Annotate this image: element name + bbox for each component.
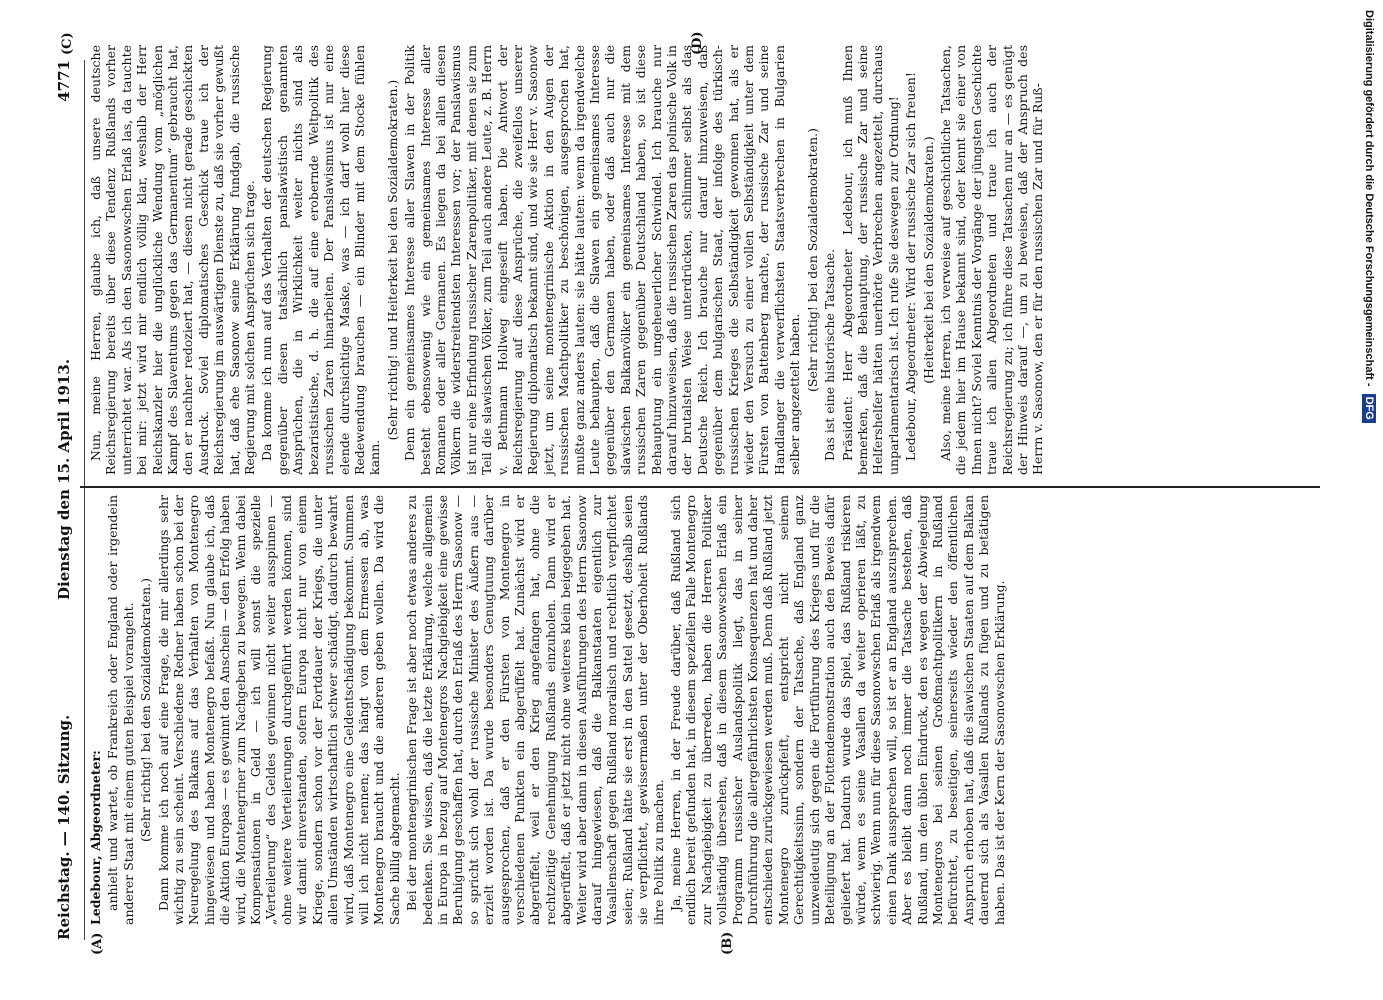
column-divider [80,486,1320,488]
interjection: (Sehr richtig! bei den Sozialdemokraten.) [804,128,820,392]
paragraph: Dann komme ich noch auf eine Frage, die mir allerdings sehr wichtig zu sein scheint. Verschiedene Redner haben schon bei der Neuregelung des Balkans auf das Verhalten von Montenegro hingewiesen und haben Montenegro befaßt. Nun glaube ich, daß die Aktion Europas — es gewinnt den Anschein — den Erfolg haben wird, die Montenegriner zum Nachgeben zu bewegen. Wenn dabei Kompensationen in Geld — ich will sonst die spezielle „Verteilerung“ des Geldes gewinnen nicht weiter ausspinnen — ohne weitere Verteilerungen durchgeführt werden können, sind wir damit einverstanden, sofern Europa nicht nur von einem Kriege, sondern schon vor der Fortdauer der Kriegs, die unter allen Umständen wirtschaftlich schwer schädigt, dadurch bewahrt wird, daß Montenegro eine Geldentschädigung bekommt. Summen will ich nicht nennen; das hängt von dem Ermessen ab, was Montenegro braucht und die anderen geben wollen. Da wird die Sache billig abgemacht. [155,495,402,925]
margin-marker-b: (B) [720,931,735,955]
margin-marker-d: (D) [690,31,705,55]
paragraph: Bei der montenegrinischen Frage ist aber noch etwas anderes zu bedenken. Sie wissen, daß die letzte Erklärung, welche allgemein in Europa in bezug auf Montenegros Nachgiebigkeit eine gewisse Beruhigung geschaffen hat, durch den Erlaß des Herrn Sasonow — so spricht sich wohl der russische Minister des Äußern aus — erzielt worden ist. Da wurde besonders Genugtuung darüber ausgesprochen, daß er den Fürsten von Montenegro in verschiedenen Punkten ein abgerüffelt hat. Zunächst wird er abgerüffelt, weil er den Krieg angefangen hat, ohne die rechtzeitige Genehmigung Rußlands einzuholen. Dann wird er abgerüffelt, daß er jetzt nicht ohne weiteres klein beigegeben hat. Weiter wird aber dann in diesen Ausführungen des Herrn Sasonow darauf hingewiesen, daß die Balkanstaaten eigentlich zur Vasallenschaft gegen Rußland moralisch und rechtlich verpflichtet seien; Rußland hätte sie erst in den Sattel gesetzt, deshalb seien sie verpflichtet, gewissermaßen unter der Oberhoheit Rußlands ihre Politik zu machen. [404,495,666,925]
margin-marker-a: (A) [90,932,105,955]
interjection: (Heiterkeit bei den Sozialdemokraten.) [920,136,936,384]
paragraph: Das ist eine historische Tatsache. [822,248,838,461]
interjection: (Sehr richtig! und Heiterkeit bei den Sozialdemokraten.) [384,79,400,441]
header-date: Dienstag den 15. April 1913. [55,358,73,600]
paragraph: Ledebour, Abgeordneter: Wird der russische Zar sich freuen! [903,72,919,461]
header-rule [84,60,85,940]
page-header [55,60,79,940]
paragraph: Nun, meine Herren, glaube ich, daß unsere deutsche Reichsregierung bereits über diese Tendenz Rußlands vorher unterrichtet war. Als ich den Sasonowschen Erlaß las, da tauchte bei mir: jetzt wird mir endlich völlig klar, weshalb der Herr Reichskanzler hier die unglückliche Wendung vom „möglichen Kampf des Slaventums gegen das Germanentum“ gebraucht hat, den er nachher redoziert hat, — diesen nicht gerade geschickten Ausdruck. Soviel diplomatisches Geschick traue ich der Reichsregierung im auswärtigen Dienste zu, daß sie vorher gewußt hat, daß ehe Sasonow seine Erklärung fundgab, die russische Regierung mit solchen Ansprüchen sich trage. [88,45,258,475]
dfg-logo: DFG [1362,394,1376,423]
digitization-sidebar [1353,10,1381,990]
digitization-credit: Digitalisierung gefördert durch die Deutsche Forschungsgemeinschaft - [1363,10,1375,387]
header-left: Reichstag. — 140. Sitzung. [55,714,73,940]
right-column [88,45,1048,475]
interjection: (Sehr richtig! bei den Sozialdemokraten.) [138,578,154,842]
margin-marker-c: (C) [60,32,75,55]
speaker-label: Ledebour, Abgeordneter: [88,750,103,925]
paragraph: Ja, meine Herren, in der Freude darüber, daß Rußland sich endlich bereit gefunden hat, in diesem speziellen Falle Montenegro zur Nachgiebigkeit zu überreden, haben die Herren Politiker vollständig übersehen, daß in diesem Sasonowschen Erlaß ein Programm russischer Auslandspolitik liegt, das in seiner Durchführung die allergefährlichsten Konsequenzen hat und daher entschieden zurückgewiesen werden muß. Denn daß Rußland jetzt Montenegro zurückpfeift, entspricht nicht seinem Gerechtigkeitssinn, sondern der Tatsache, daß England ganz unzweideutig sich gegen die Fortführung des Krieges und für die Beteiligung an der Flottendemonstration auch den Beweis dafür geliefert hat. Dadurch wurde das Spiel, das Rußland riskieren würde, wenn es seine Vasallen da weiter operieren läßt, zu schwierig. Wenn nun für diese Sasonowschen Erlaß als irgendwem einen Dank aussprechen will, so ist er an England auszusprechen. Aber es bleibt dann noch immer die Tatsache bestehen, daß Rußland, um den üblen Eindruck, den es wegen der Abwiegelung Montenegros bei seinen Großmachtpolitikern in Rußland befürchtet, zu beseitigen, seinerseits wieder den öffentlichen Anspruch erhoben hat, daß die slawischen Staaten auf dem Balkan dauernd sich als Vasallen Rußlands zu fügen und zu betätigen haben. Das ist der Kern der Sasonowschen Erklärung. [668,495,1007,925]
paragraph: Denn ein gemeinsames Interesse aller Slawen in der Politik besteht ebensowenig wie ein gemeinsames Interesse aller Romanen oder aller Germanen. Es liegen da bei allen diesen Völkern die widerstreitendsten Interessen vor; der Panslawismus ist nur eine Erfindung russischer Zarenpolitiker, mit denen sie zum Teil die slawischen Völker, zum Teil auch andere Leute, z. B. Herrn v. Bethmann Hollweg eingeseift haben. Die Antwort der Reichsregierung auf diese Ansprüche, die zweifellos unserer Regierung diplomatisch bekannt sind, und wie sie Herr v. Sasonow jetzt, um seine montenegrinische Aktion in den Augen der russischen Machtpolitiker zu beschönigen, ausgesprochen hat, mußte ganz anders lauten: sie hätte lauten: wenn da irgendwelche Leute behaupten, daß die Slawen ein gemeinsames Interesse gegenüber den Germanen haben, oder daß auch nur die slawischen Balkanvölker ein gemeinsames Interesse mit dem russischen Zaren gegenüber Deutschland haben, so ist diese Behauptung ein ungeheuerlicher Schwindel. Ich brauche nur darauf hinzuweisen, daß die russischen Zaren das polnische Volk in der brutalsten Weise unterdrücken, schlimmer selbst als das Deutsche Reich. Ich brauche nur darauf hinzuweisen, daß gegenüber dem bulgarischen Staat, der infolge des türkisch-russischen Krieges die Selbständigkeit gewonnen hat, als er wieder den Versuch zu einer vollen Selbständigkeit unter dem Fürsten von Battenberg machte, der russische Zar und seine Handlanger die verwerflichsten Staatsverbrechen in Bulgarien selber angezettelt haben. [402,45,803,475]
left-column [88,495,1009,925]
page-number: 4771 [55,60,73,102]
paragraph: anhielt und wartet, ob Frankreich oder England oder irgendein anderer Staat mit einem guten Beispiel vorangeht. [105,495,136,925]
paragraph: Also, meine Herren, ich verweise auf geschichtliche Tatsachen, die jedem hier im Hause bekannt sind, oder kennt sie einer von Ihnen nicht? Soviel Kenntnis der Vorgänge der jüngsten Geschichte traue ich allen Abgeordneten und traue ich auch der Reichsregierung zu; ich führe diese Tatsachen nur an — es genügt der Hinweis darauf —, um zu beweisen, daß der Anspruch des Herrn v. Sasonow, den er für den russischen Zar und für Ruß- [937,45,1046,475]
paragraph: Da komme ich nun auf das Verhalten der deutschen Regierung gegenüber diesen tatsächlich panslawistisch genannten Ansprüchen, die in Wirklichkeit weiter nichts sind als bezarististische, d. h. die auf eine erobernde Weltpolitik des russischen Zaren hinarbeiten. Der Panslawismus ist nur eine elende durchsichtige Maske, was — ich darf wohl hier diese Redewendung brauchen — ein Blinder mit dem Stocke fühlen kann. [259,45,383,475]
paragraph: Präsident: Herr Abgeordneter Ledebour, ich muß Ihnen bemerken, daß die Behauptung, der russische Zar und seine Helfershelfer hätten unerhörte Verbrechen angezettelt, durchaus unparlamentarisch ist. Ich rufe Sie deswegen zur Ordnung! [839,45,901,475]
